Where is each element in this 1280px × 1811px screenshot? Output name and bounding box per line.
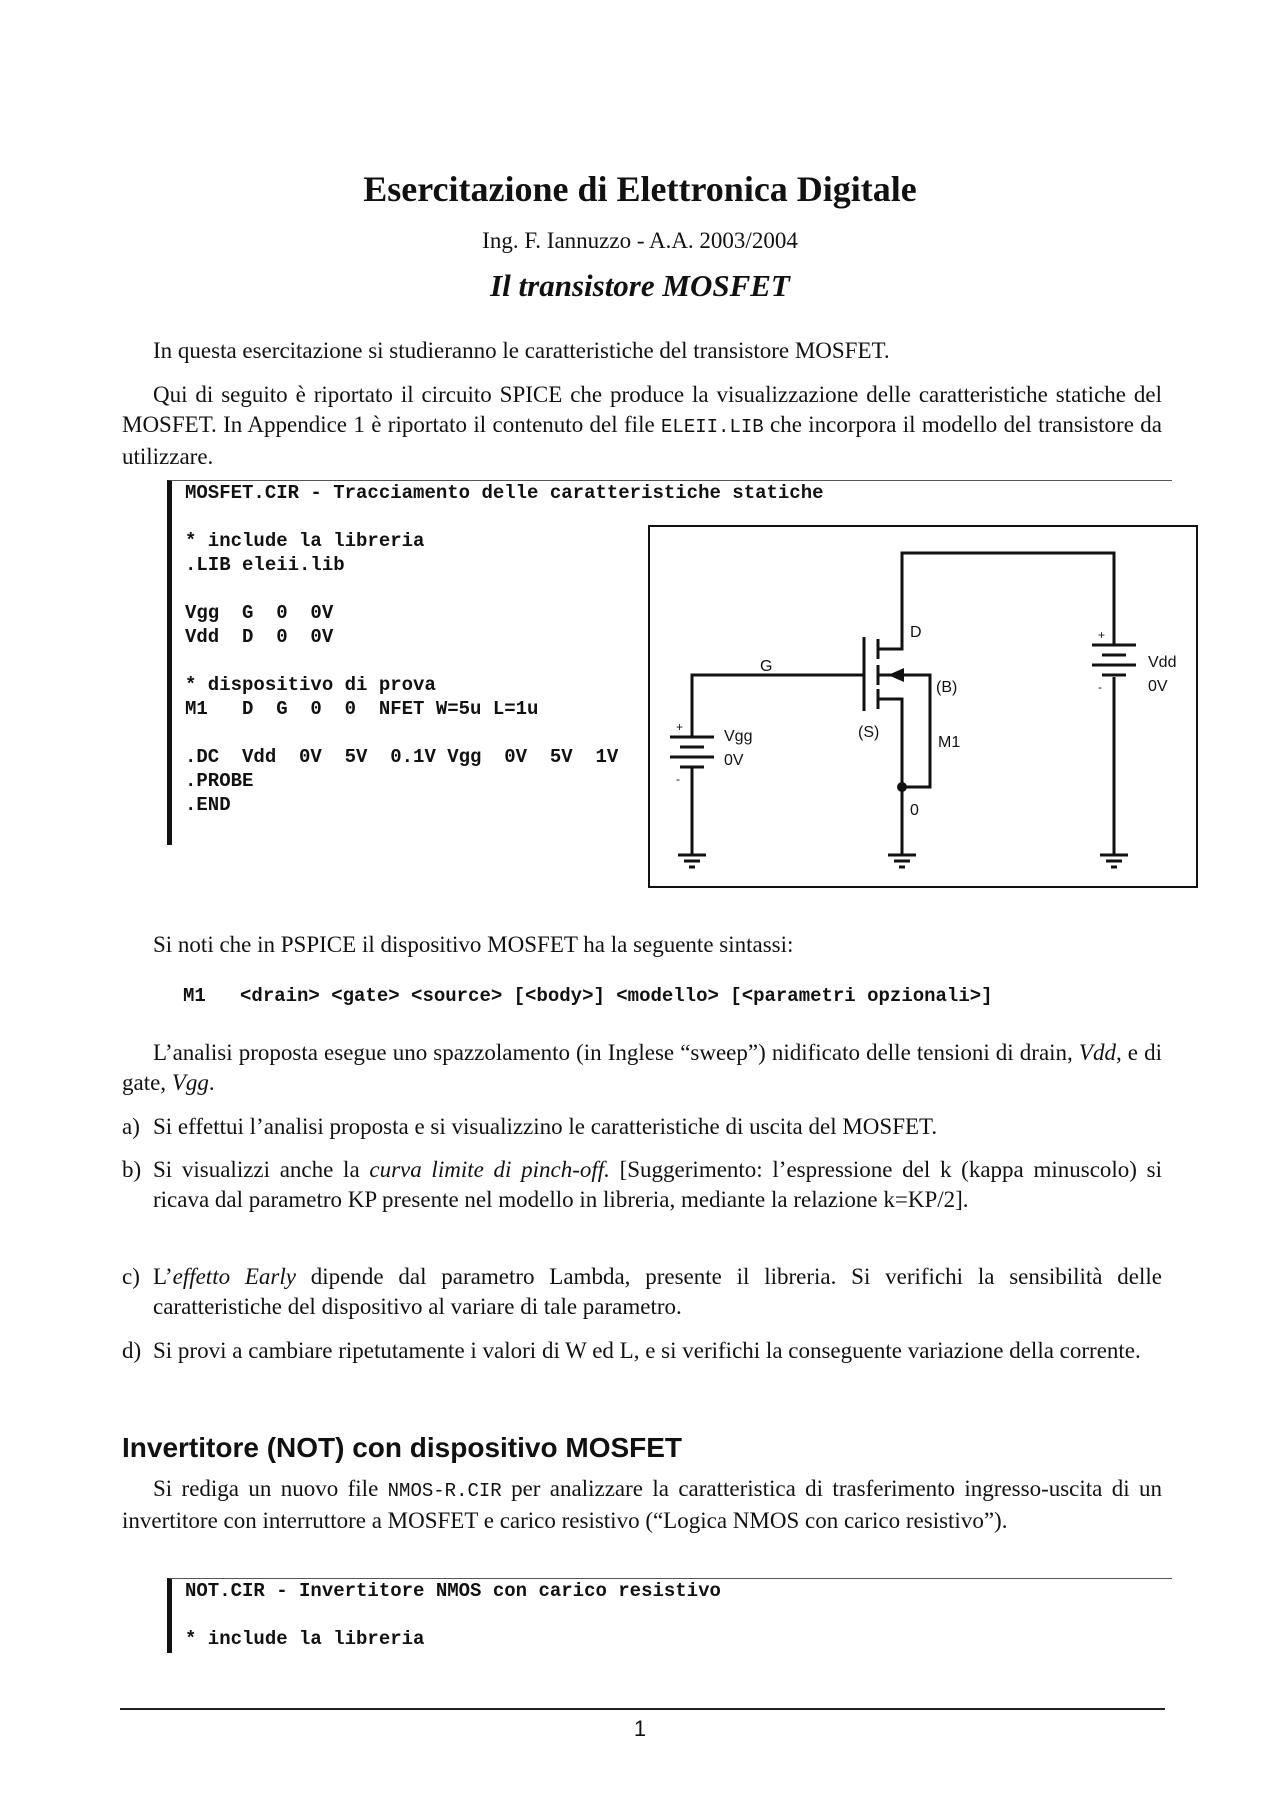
intro-p1-text: In questa esercitazione si studieranno le caratteristiche del transistore MOSFET. xyxy=(153,338,890,363)
list-b-post: [Suggerimento: l’espressione del k (kappa minuscolo) si ricava dal parametro KP presente nel modello in libreria, mediante la relazione k=KP/2]. xyxy=(153,1157,1162,1212)
list-item-b xyxy=(122,1155,1162,1215)
analysis-vdd: Vdd xyxy=(1078,1040,1116,1065)
junction-dot xyxy=(897,782,907,792)
list-item-a xyxy=(122,1112,1162,1142)
list-c-pre: L’ xyxy=(153,1264,173,1289)
document-title: Esercitazione di Elettronica Digitale xyxy=(363,169,917,209)
list-text xyxy=(153,1155,1162,1215)
code-line: NOT.CIR - Invertitore NMOS con carico resistivo xyxy=(185,1580,721,1602)
code-line: .END xyxy=(185,794,231,816)
list-c-post: dipende dal parametro Lambda, presente il libreria. Si verifichi la sensibilità delle caratteristiche del dispositivo al variare di tale parametro. xyxy=(153,1264,1162,1319)
list-text: Si provi a cambiare ripetutamente i valori di W ed L, e si verifichi la conseguente variazione della corrente. xyxy=(153,1338,1141,1363)
document-subtitle: Il transistore MOSFET xyxy=(490,268,790,303)
label-vgg-minus: - xyxy=(676,772,680,786)
code-line: M1 D G 0 0 NFET W=5u L=1u xyxy=(185,698,539,720)
footer-rule xyxy=(120,1708,1165,1710)
list-label: d) xyxy=(122,1338,142,1363)
code-line: .LIB eleii.lib xyxy=(185,554,345,576)
code-line: Vdd D 0 0V xyxy=(185,626,334,648)
code-line: * dispositivo di prova xyxy=(185,674,436,696)
section2-paragraph xyxy=(122,1474,1162,1536)
code-listing-not xyxy=(167,1578,1172,1653)
intro-paragraph-2 xyxy=(122,380,1162,472)
label-vdd-plus: + xyxy=(1098,628,1106,642)
syntax-intro-text: Si noti che in PSPICE il dispositivo MOSFET ha la seguente sintassi: xyxy=(153,932,794,957)
code-line: MOSFET.CIR - Tracciamento delle caratteristiche statiche xyxy=(185,482,824,504)
analysis-paragraph xyxy=(122,1038,1162,1098)
label-gate: G xyxy=(760,658,773,675)
list-b-emphasis: curva limite di pinch-off. xyxy=(369,1157,610,1182)
syntax-intro-paragraph xyxy=(122,930,1162,960)
list-item-d xyxy=(122,1336,1162,1366)
analysis-text-a: L’analisi proposta esegue uno spazzolamento (in Inglese “sweep”) nidificato delle tensioni di drain, xyxy=(153,1040,1073,1065)
list-label: b) xyxy=(122,1157,142,1182)
label-vdd-value: 0V xyxy=(1148,678,1168,695)
list-text: Si effettui l’analisi proposta e si visualizzino le caratteristiche di uscita del MOSFET. xyxy=(153,1114,938,1139)
syntax-line: M1 <drain> <gate> <source> [<body>] <modello> [<parametri opzionali>] xyxy=(183,985,993,1007)
label-device: M1 xyxy=(938,734,961,751)
section2-text-a: Si rediga un nuovo file xyxy=(153,1476,379,1501)
label-source: (S) xyxy=(858,724,880,741)
label-vgg-name: Vgg xyxy=(724,728,753,745)
label-body: (B) xyxy=(936,679,958,696)
label-vdd-name: Vdd xyxy=(1148,654,1177,671)
code-line: .DC Vdd 0V 5V 0.1V Vgg 0V 5V 1V xyxy=(185,746,619,768)
analysis-vgg: Vgg xyxy=(171,1070,209,1095)
list-c-emphasis: effetto Early xyxy=(172,1264,296,1289)
list-label: a) xyxy=(122,1114,140,1139)
document-author: Ing. F. Iannuzzo - A.A. 2003/2004 xyxy=(482,228,798,253)
analysis-text-b: , e di gate, xyxy=(122,1040,1162,1095)
label-vgg-plus: + xyxy=(676,720,684,734)
list-label: c) xyxy=(122,1264,140,1289)
section-heading-invertitore: Invertitore (NOT) con dispositivo MOSFET xyxy=(122,1432,683,1463)
label-vdd-minus: - xyxy=(1098,680,1102,694)
page-number: 1 xyxy=(633,1716,647,1741)
code-line: Vgg G 0 0V xyxy=(185,602,334,624)
label-vgg-value: 0V xyxy=(724,752,744,769)
analysis-text-c: . xyxy=(208,1070,215,1095)
label-node0: 0 xyxy=(910,802,919,819)
mosfet-circuit-diagram xyxy=(648,525,1198,888)
intro-p2-filename: ELEII.LIB xyxy=(661,416,764,438)
section2-filename: NMOS-R.CIR xyxy=(387,1480,502,1502)
list-item-c xyxy=(122,1262,1162,1322)
intro-paragraph-1 xyxy=(122,336,1162,366)
section2-text-b: per analizzare la caratteristica di trasferimento ingresso-uscita di un invertitore con interruttore a MOSFET e carico resistivo (“Logica NMOS con carico resistivo”). xyxy=(122,1476,1163,1533)
label-drain: D xyxy=(910,624,922,641)
code-line: * include la libreria xyxy=(185,530,425,552)
list-text xyxy=(153,1262,1162,1322)
code-line: .PROBE xyxy=(185,770,254,792)
intro-p2-text-b: che incorpora il modello del transistore da utilizzare. xyxy=(122,412,1162,469)
list-b-pre: Si visualizzi anche la xyxy=(153,1157,360,1182)
intro-p2-text-a: Qui di seguito è riportato il circuito SPICE che produce la visualizzazione delle caratteristiche statiche del MOSFET. In Appendice 1 è riportato il contenuto del file xyxy=(122,382,1162,437)
code-line: * include la libreria xyxy=(185,1628,425,1650)
